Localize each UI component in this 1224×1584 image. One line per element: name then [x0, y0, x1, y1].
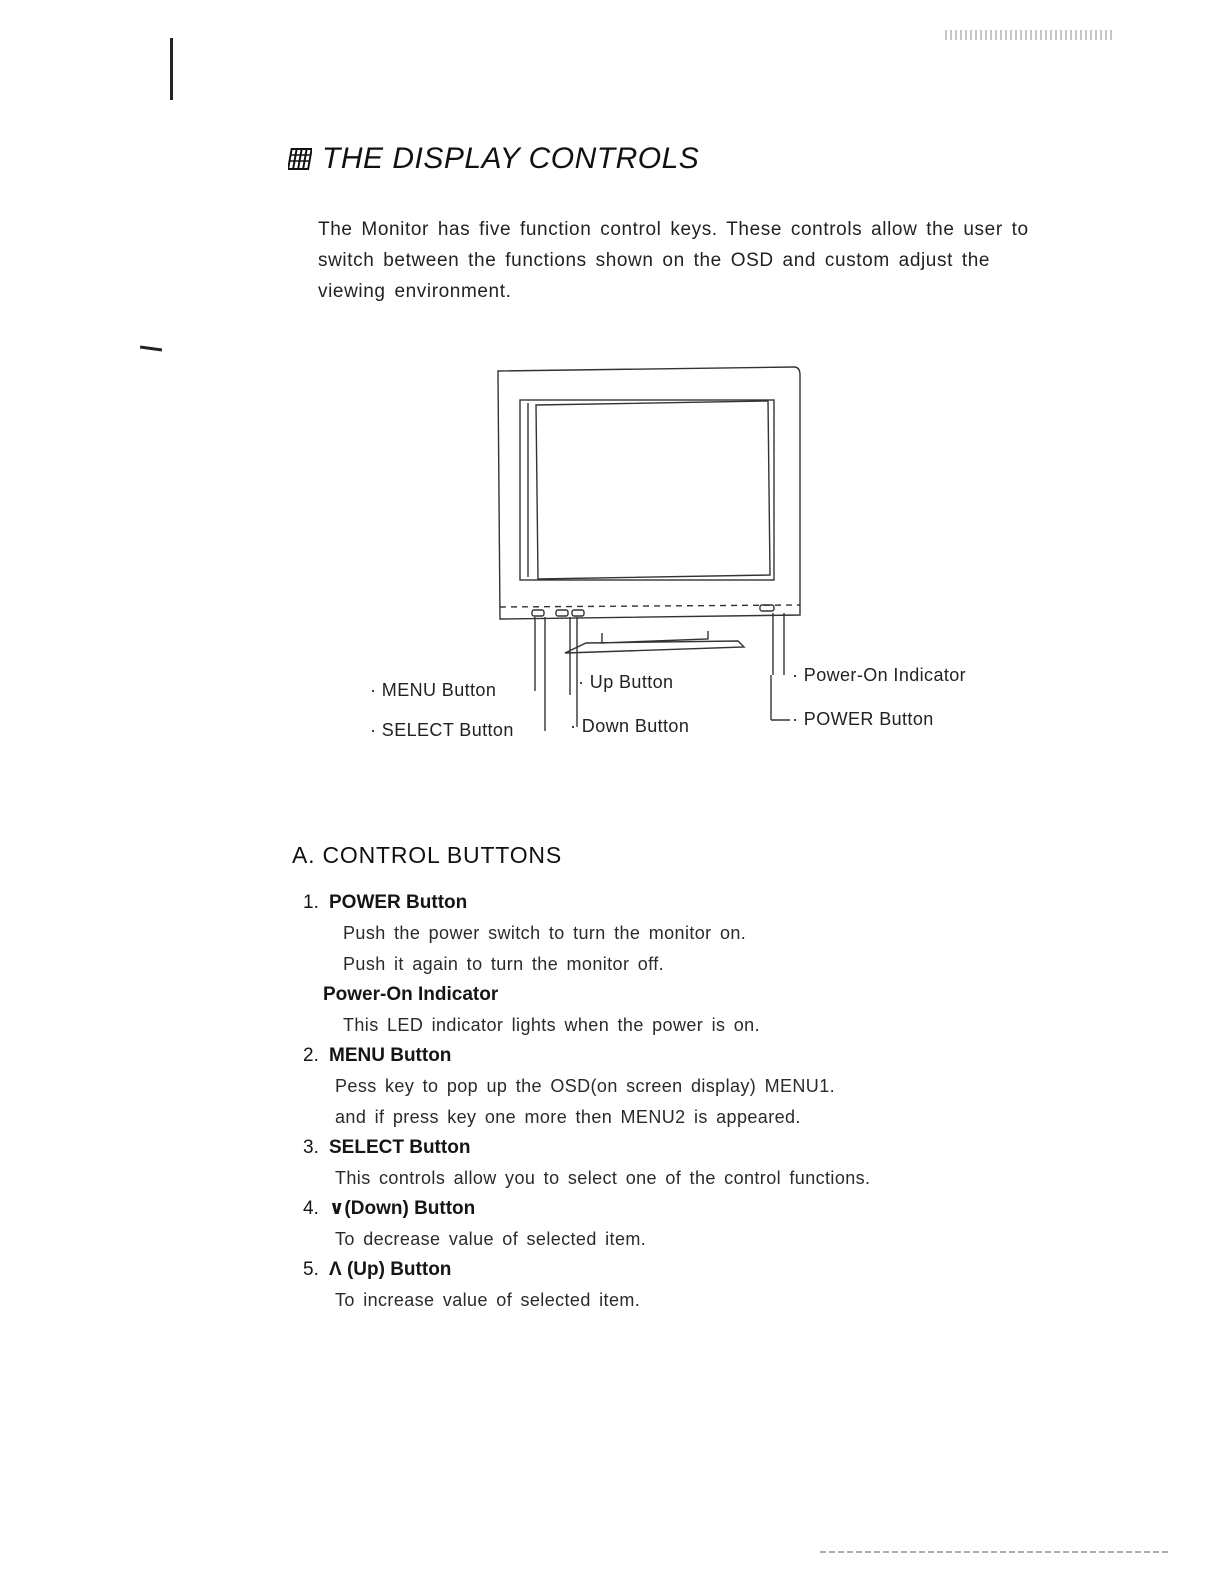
list-item-subtitle: Power-On Indicator	[323, 984, 499, 1005]
scan-mark	[170, 38, 173, 100]
list-item-desc: Push the power switch to turn the monitor on.	[343, 923, 747, 943]
list-item-title: 4. ∨(Down) Button	[303, 1198, 476, 1219]
list-item-desc: Pess key to pop up the OSD(on screen display) MENU1.	[335, 1076, 836, 1096]
list-item-desc: Push it again to turn the monitor off.	[343, 954, 665, 974]
callout-up-button: · Up Button	[578, 672, 674, 692]
intro-paragraph: The Monitor has five function control keys. These controls allow the user to switch between the functions shown on the OSD and custom adjust the viewing environment.	[318, 219, 1029, 302]
list-item-desc: and if press key one more then MENU2 is appeared.	[335, 1107, 801, 1127]
page-heading	[288, 142, 699, 176]
list-item-desc: To decrease value of selected item.	[335, 1229, 647, 1249]
scan-noise	[945, 30, 1115, 40]
list-item-title: 1. POWER Button	[303, 892, 468, 913]
list-item-desc: To increase value of selected item.	[335, 1290, 641, 1310]
list-item-desc: This controls allow you to select one of the control functions.	[335, 1168, 871, 1188]
list-item-desc: This LED indicator lights when the power is on.	[343, 1015, 760, 1035]
callout-power-button: · POWER Button	[792, 709, 934, 729]
page-title: THE DISPLAY CONTROLS	[322, 142, 700, 175]
list-item-title: 5. Λ (Up) Button	[303, 1259, 452, 1280]
callout-menu-button: · MENU Button	[370, 680, 497, 700]
section-title: A. CONTROL BUTTONS	[292, 842, 562, 868]
list-item-title: 2. MENU Button	[303, 1045, 452, 1066]
control-buttons-list	[303, 888, 1023, 1316]
monitor-screen	[520, 400, 774, 580]
list-item-title: 3. SELECT Button	[303, 1137, 471, 1158]
scan-noise	[820, 1551, 1170, 1553]
callout-select-button: · SELECT Button	[370, 720, 514, 740]
callout-power-indicator: · Power-On Indicator	[792, 665, 967, 685]
select-button-shape	[556, 610, 568, 616]
grid-box-icon	[288, 147, 312, 171]
menu-button-shape	[532, 610, 544, 616]
callout-down-button: · Down Button	[570, 716, 690, 736]
up-down-button-shape	[572, 610, 584, 616]
scan-mark	[140, 345, 162, 351]
monitor-stand	[565, 631, 744, 653]
